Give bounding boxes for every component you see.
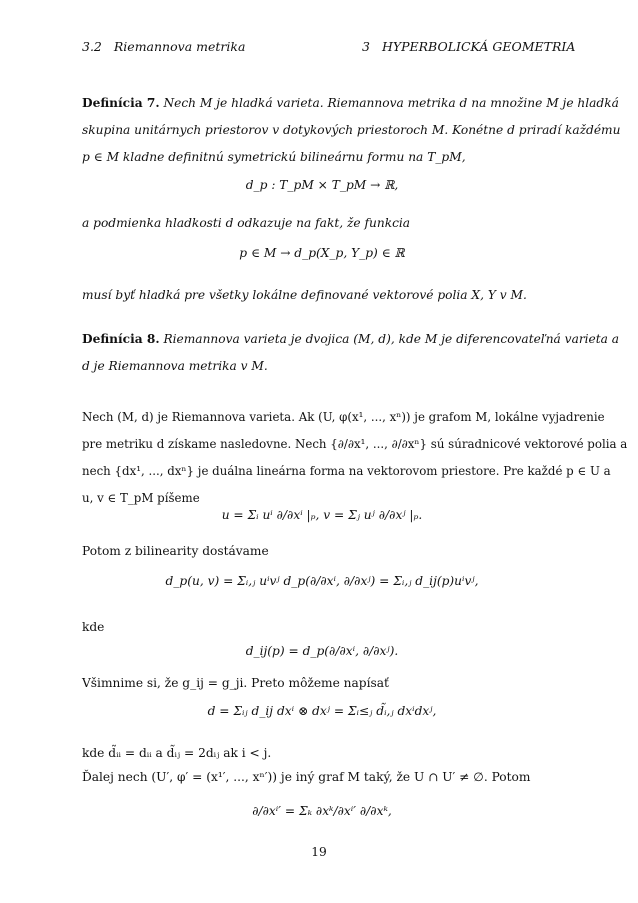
definition-8-line-1: Riemannova varieta je dvojica (M, d), kde M je diferencovateľná varieta a [163, 332, 620, 346]
running-header-section [82, 39, 245, 54]
section-number: 3.2 [82, 39, 102, 54]
definition-7 [82, 90, 621, 171]
equation-metric-map: d_p : T_pM × T_pM → ℝ, [245, 178, 399, 192]
definition-7-label: Definícia 7. [82, 96, 160, 110]
equation-dij: d_ij(p) = d_p(∂/∂xⁱ, ∂/∂xʲ). [245, 644, 399, 658]
body-line-3: nech {dx¹, ..., dxⁿ} je duálna lineárna forma na vektorovom priestore. Pre každé p ∈ U a [82, 464, 611, 478]
body-kde: kde [82, 620, 105, 634]
body-kde-tilde: kde d̃ᵢᵢ = dᵢᵢ a d̃ᵢⱼ = 2dᵢⱼ ak i < j. [82, 746, 272, 760]
body-line-2: pre metriku d získame nasledovne. Nech {∂/∂x¹, ..., ∂/∂xⁿ} sú súradnicové vektorové polia a [82, 437, 628, 451]
running-header-chapter [362, 39, 575, 54]
chapter-number: 3 [362, 39, 370, 54]
body-symmetry: Všimnime si, že g_ij = g_ji. Preto môžeme napísať [82, 676, 389, 690]
definition-7-line-4: a podmienka hladkosti d odkazuje na fakt, že funkcia [82, 216, 411, 230]
equation-smoothness: p ∈ M → d_p(X_p, Y_p) ∈ ℝ [239, 246, 405, 260]
body-other-chart: Ďalej nech (U′, φ′ = (x¹′, ..., xⁿ′)) je iný graf M taký, že U ∩ U′ ≠ ∅. Potom [82, 770, 531, 784]
equation-d-sum: d = Σᵢⱼ d_ij dxⁱ ⊗ dxʲ = Σᵢ≤ⱼ d̃ᵢ,ⱼ dxⁱdxʲ, [207, 704, 437, 718]
equation-change-of-basis: ∂/∂xⁱ′ = Σₖ ∂xᵏ/∂xⁱ′ ∂/∂xᵏ, [252, 804, 392, 818]
body-paragraph-1 [82, 404, 628, 512]
definition-7-line-3: p ∈ M kladne definitnú symetrickú bilineárnu formu na T_pM, [82, 150, 466, 164]
definition-7-line-2: skupina unitárnych priestorov v dotykových priestoroch M. Konétne d priradí každému [82, 123, 621, 137]
body-line-1: Nech (M, d) je Riemannova varieta. Ak (U, φ(x¹, ..., xⁿ)) je grafom M, lokálne vyjadrenie [82, 410, 605, 424]
body-bilinearity: Potom z bilinearity dostávame [82, 544, 269, 558]
definition-8-label: Definícia 8. [82, 332, 160, 346]
body-line-4: u, v ∈ T_pM píšeme [82, 491, 200, 505]
definition-8 [82, 326, 620, 380]
definition-8-line-2: d je Riemannova metrika v M. [82, 359, 268, 373]
definition-7-line-5: musí byť hladká pre všetky lokálne definované vektorové polia X, Y v M. [82, 288, 527, 302]
chapter-title: HYPERBOLICKÁ GEOMETRIA [381, 39, 576, 54]
equation-dp-uv: d_p(u, v) = Σᵢ,ⱼ uⁱvʲ d_p(∂/∂xⁱ, ∂/∂xʲ) = Σᵢ,ⱼ d_ij(p)uⁱvʲ, [165, 574, 479, 588]
equation-u-v: u = Σᵢ uⁱ ∂/∂xⁱ |ₚ, v = Σⱼ uʲ ∂/∂xʲ |ₚ. [221, 508, 423, 522]
section-title: Riemannova metrika [113, 39, 246, 54]
page-number: 19 [311, 845, 327, 859]
definition-7-line-1: Nech M je hladká varieta. Riemannova metrika d na množine M je hladká [163, 96, 619, 110]
